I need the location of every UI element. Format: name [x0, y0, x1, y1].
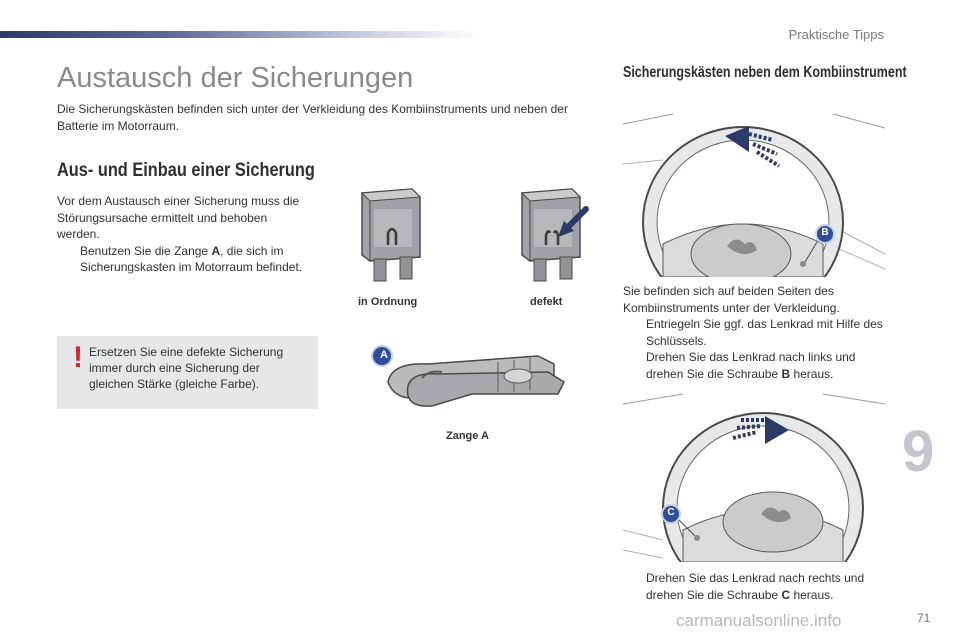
bullet-item: Drehen Sie das Lenkrad nach rechts und drehen Sie die Schraube C heraus.: [646, 571, 865, 602]
page-number: 71: [917, 611, 931, 625]
intro-text: Die Sicherungskästen befinden sich unter der Verkleidung des Kombiinstruments und neben der Batterie im Motorraum.: [57, 102, 568, 133]
page-title: Austausch der Sicherungen: [57, 62, 414, 94]
watermark: carmanualsonline.info: [676, 611, 842, 630]
fuse-ok-caption: in Ordnung: [358, 296, 418, 308]
steering-wheel-right-illustration: [623, 390, 885, 562]
fuse-defect-illustration: [512, 185, 592, 285]
note-text: Ersetzen Sie eine defekte Sicherung immer durch eine Sicherung der gleichen Stärke (gleiche Farbe).: [89, 345, 284, 391]
bullet-item: Benutzen Sie die Zange A, die sich im Sicherungskasten im Motorraum befindet.: [80, 243, 303, 274]
bullet-item: Entriegeln Sie ggf. das Lenkrad mit Hilfe des Schlüssels.: [646, 317, 883, 348]
pliers-illustration: [368, 342, 578, 422]
heading-fuse-boxes: Sicherungskästen neben dem Kombiinstrument: [623, 64, 907, 81]
badge-c-label: C: [667, 507, 675, 518]
bullet-item: Drehen Sie das Lenkrad nach links und drehen Sie die Schraube B heraus.: [646, 350, 856, 381]
right-paragraph: Sie befinden sich auf beiden Seiten des Kombiinstruments unter der Verkleidung.: [623, 284, 840, 315]
badge-b-label: B: [821, 227, 829, 238]
right-column-text: [623, 283, 885, 382]
right-bottom-text: [623, 570, 885, 603]
note-box: [57, 336, 318, 409]
warning-icon: !: [73, 341, 83, 374]
steering-wheel-left-illustration: [623, 104, 885, 277]
heading-remove-install: Aus- und Einbau einer Sicherung: [57, 160, 315, 181]
section-label: Praktische Tipps: [788, 27, 884, 42]
chapter-number: 9: [902, 419, 935, 484]
left-column-text: [57, 193, 307, 276]
pliers-caption: Zange A: [446, 430, 489, 442]
left-paragraph: Vor dem Austausch einer Sicherung muss die Störungsursache ermittelt und behoben werden.: [57, 194, 300, 241]
fuse-ok-illustration: [352, 185, 432, 285]
badge-a-label: A: [380, 349, 388, 361]
header-bar: [0, 31, 480, 38]
fuse-defect-caption: defekt: [530, 296, 563, 308]
